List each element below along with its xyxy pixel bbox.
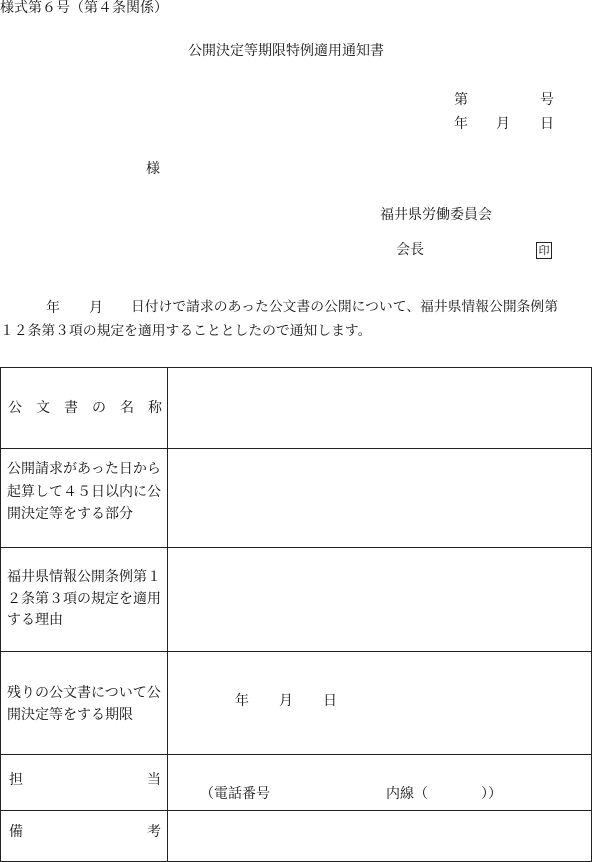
label-cell — [1, 652, 168, 755]
deadline-day: 日 — [323, 693, 337, 709]
deadline-year: 年 — [235, 693, 249, 709]
value-cell — [168, 755, 592, 811]
label-cell — [1, 548, 168, 652]
label-left: 備 — [9, 824, 23, 840]
body-month: 月 — [89, 300, 103, 316]
label-right: 考 — [147, 824, 161, 840]
date-day: 日 — [540, 116, 554, 132]
addressee-honorific: 様 — [146, 161, 160, 177]
table-row-contact — [1, 755, 592, 811]
value-cell — [168, 548, 592, 652]
seal-icon: 印 — [536, 242, 552, 259]
row-label: 残りの公文書について公開決定等をする期限 — [7, 685, 161, 723]
document-title: 公開決定等期限特例適用通知書 — [188, 43, 384, 59]
label-left: 担 — [9, 772, 23, 788]
label-right: 当 — [147, 772, 161, 788]
label-cell — [1, 755, 168, 811]
label-cell — [1, 368, 168, 449]
row-label: 福井県情報公開条例第１２条第３項の規定を適用する理由 — [7, 569, 161, 628]
body-line2: １２条第３項の規定を適用することとしたので通知します。 — [0, 323, 372, 339]
value-cell — [168, 811, 592, 862]
extension-label: 内線（ — [386, 786, 428, 802]
doc-number-suffix: 号 — [540, 92, 554, 108]
value-cell — [168, 368, 592, 449]
seal-mark — [536, 242, 552, 259]
date-month: 月 — [496, 116, 510, 132]
issuer-title: 会長 — [396, 242, 424, 258]
table-row-remarks — [1, 811, 592, 862]
extension-close: ）） — [481, 786, 502, 802]
date-year: 年 — [454, 116, 468, 132]
value-cell — [168, 449, 592, 548]
table-row-disclosed-portion — [1, 449, 592, 548]
phone-label: （電話番号 — [200, 786, 270, 802]
label-cell — [1, 449, 168, 548]
row-label: 公 文 書 の 名 称 — [8, 400, 162, 416]
issuer-organization: 福井県労働委員会 — [380, 207, 492, 223]
form-number: 様式第６号（第４条関係） — [0, 0, 168, 16]
row-label: 公開請求があった日から起算して４５日以内に公開決定等をする部分 — [7, 461, 161, 522]
table-row-document-name — [1, 368, 592, 449]
label-cell — [1, 811, 168, 862]
body-year: 年 — [46, 300, 60, 316]
value-cell — [168, 652, 592, 755]
table-row-reason — [1, 548, 592, 652]
table-row-deadline — [1, 652, 592, 755]
info-table — [0, 367, 592, 862]
deadline-month: 月 — [279, 693, 293, 709]
body-line1-rest: 日付けで請求のあった公文書の公開について、福井県情報公開条例第 — [131, 299, 559, 315]
doc-number-prefix: 第 — [454, 92, 468, 108]
